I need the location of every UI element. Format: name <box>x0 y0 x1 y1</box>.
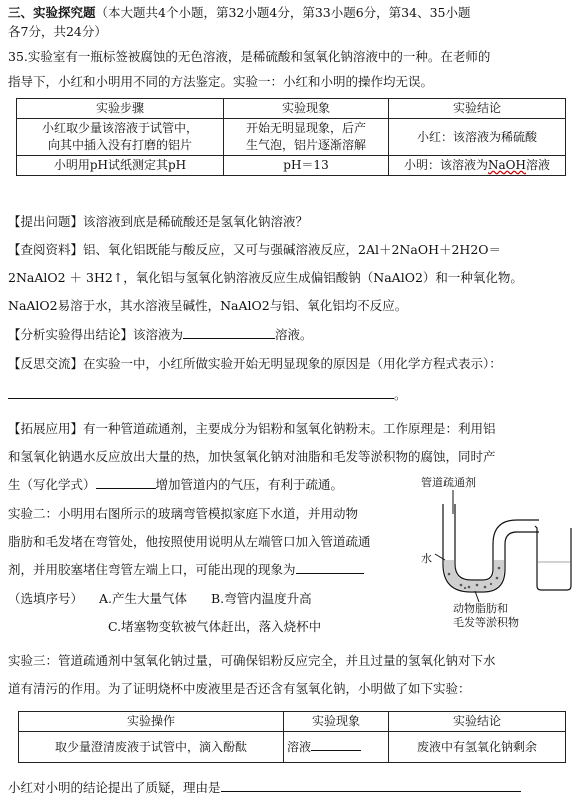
reflect-line: 【反思交流】在实验一中，小红所做实验开始无明显现象的原因是（用化学方程式表示）： <box>8 356 502 371</box>
exp2-prefix: 剂，并用胶塞堵住弯管左端上口，可能出现的现象为 <box>8 562 296 577</box>
naoh-text: NaOH <box>488 158 526 172</box>
ext-line-1: 【拓展应用】有一种管道疏通剂，主要成分为铝粉和氢氧化钠粉末。工作原理是：利用铝 <box>8 421 496 436</box>
cell-text: 小明：该溶液为 <box>404 158 489 172</box>
ext-prefix: 生（写化学式） <box>8 477 96 492</box>
table-header: 实验结论 <box>389 712 566 732</box>
table-header-row <box>19 712 566 732</box>
answer-blank[interactable] <box>96 476 156 489</box>
info-line-1: 【查阅资料】铝、氧化铝既能与酸反应，又可与强碱溶液反应，2Al＋2NaOH＋2H2O＝ <box>8 242 502 257</box>
options-label: （选填序号） <box>8 591 84 606</box>
q35-intro-1: 35.实验室有一瓶标签被腐蚀的无色溶液，是稀硫酸和氢氧化钠溶液中的一种。在老师的 <box>8 49 491 64</box>
cell-line: 向其中插入没有打磨的铝片 <box>47 138 192 152</box>
final-line <box>8 779 576 797</box>
ext-suffix: 增加管道内的气压，有利于疏通。 <box>155 477 344 492</box>
pipe-diagram <box>413 474 578 629</box>
ext-line-2: 和氢氧化钠遇水反应放出大量的热，加快氢氧化钠对油脂和毛发等淤积物的腐蚀，同时产 <box>8 449 496 464</box>
exp2-line-2: 脂肪和毛发堵在弯管处，他按照使用说明从左端管口加入管道疏通 <box>8 534 371 549</box>
table-row <box>19 732 566 763</box>
table-header-row <box>17 99 566 119</box>
table-cell: 废液中有氢氧化钠剩余 <box>389 732 566 763</box>
period: 。 <box>394 387 407 402</box>
exp3-line-2: 道有清污的作用。为了证明烧杯中废液里是否还含有氢氧化钠，小明做了如下实验： <box>8 681 471 696</box>
table-cell: 小红：该溶液为稀硫酸 <box>389 119 566 156</box>
section-note: （本大题共4个小题，第32小题4分，第33小题6分，第34、35小题 <box>95 5 471 20</box>
section-title: 三、实验探究题 <box>8 5 96 20</box>
table-cell <box>17 119 224 156</box>
answer-blank[interactable] <box>296 561 364 574</box>
answer-blank[interactable] <box>8 386 394 399</box>
analysis-prefix: 【分析实验得出结论】该溶液为 <box>8 327 184 342</box>
diagram-label-fat-2: 毛发等淤积物 <box>453 616 519 629</box>
diagram-label-water: 水 <box>421 552 432 565</box>
table-cell <box>284 732 389 763</box>
analysis-suffix: 溶液。 <box>275 327 313 342</box>
option-a: A.产生大量气体 <box>99 591 188 606</box>
cell-line: 生气泡，铝片逐渐溶解 <box>245 138 366 152</box>
answer-blank[interactable] <box>183 326 275 339</box>
experiment-table-1 <box>16 98 566 176</box>
table-cell: 取少量澄清废液于试管中，滴入酚酞 <box>19 732 284 763</box>
cell-text: 溶液 <box>287 740 312 754</box>
diagram-label-fat-1: 动物脂肪和 <box>453 602 508 615</box>
table-header: 实验操作 <box>19 712 284 732</box>
section-header <box>8 4 576 22</box>
diagram-label-agent: 管道疏通剂 <box>421 476 476 489</box>
analysis-line <box>8 326 576 344</box>
table-header: 实验步骤 <box>17 99 224 119</box>
info-line-3: NaAlO2易溶于水，其水溶液呈碱性，NaAlO2与铝、氧化铝均不反应。 <box>8 298 408 313</box>
table-header: 实验现象 <box>224 99 389 119</box>
table-header: 实验结论 <box>389 99 566 119</box>
table-cell: pH＝13 <box>224 156 389 176</box>
option-c: C.堵塞物变软被气体赶出，落入烧杯中 <box>108 619 322 634</box>
q35-intro-2: 指导下，小红和小明用不同的方法鉴定。实验一：小红和小明的操作均无误。 <box>8 74 434 89</box>
experiment-table-2 <box>18 711 566 763</box>
exp2-line-1: 实验二：小明用右图所示的玻璃弯管模拟家庭下水道，并用动物 <box>8 506 359 521</box>
cell-line: 小红取少量该溶液于试管中， <box>41 121 198 135</box>
section-note-2: 各7分，共24分） <box>8 24 107 39</box>
answer-blank[interactable] <box>311 738 361 751</box>
final-prefix: 小红对小明的结论提出了质疑，理由是 <box>8 780 221 795</box>
exp3-line-1: 实验三：管道疏通剂中氢氧化钠过量，可确保铝粉反应完全，并且过量的氢氧化钠对下水 <box>8 653 496 668</box>
answer-blank[interactable] <box>221 779 521 792</box>
reflect-answer-line <box>8 386 576 404</box>
beaker <box>535 526 571 590</box>
blockage-fill <box>444 560 504 591</box>
table-cell <box>389 156 566 176</box>
table-cell <box>224 119 389 156</box>
table-row <box>17 119 566 156</box>
table-header: 实验现象 <box>284 712 389 732</box>
question-line: 【提出问题】该溶液到底是稀硫酸还是氢氧化钠溶液？ <box>8 214 309 229</box>
cell-line: 开始无明显现象，后产 <box>245 121 366 135</box>
cell-text: 溶液 <box>525 158 550 172</box>
info-line-2: 2NaAlO2 ＋ 3H2↑，氧化铝与氢氧化钠溶液反应生成偏铝酸钠（NaAlO2）和一种氧化物。 <box>8 270 523 285</box>
table-row <box>17 156 566 176</box>
option-b: B.弯管内温度升高 <box>211 591 312 606</box>
table-cell: 小明用pH试纸测定其pH <box>17 156 224 176</box>
